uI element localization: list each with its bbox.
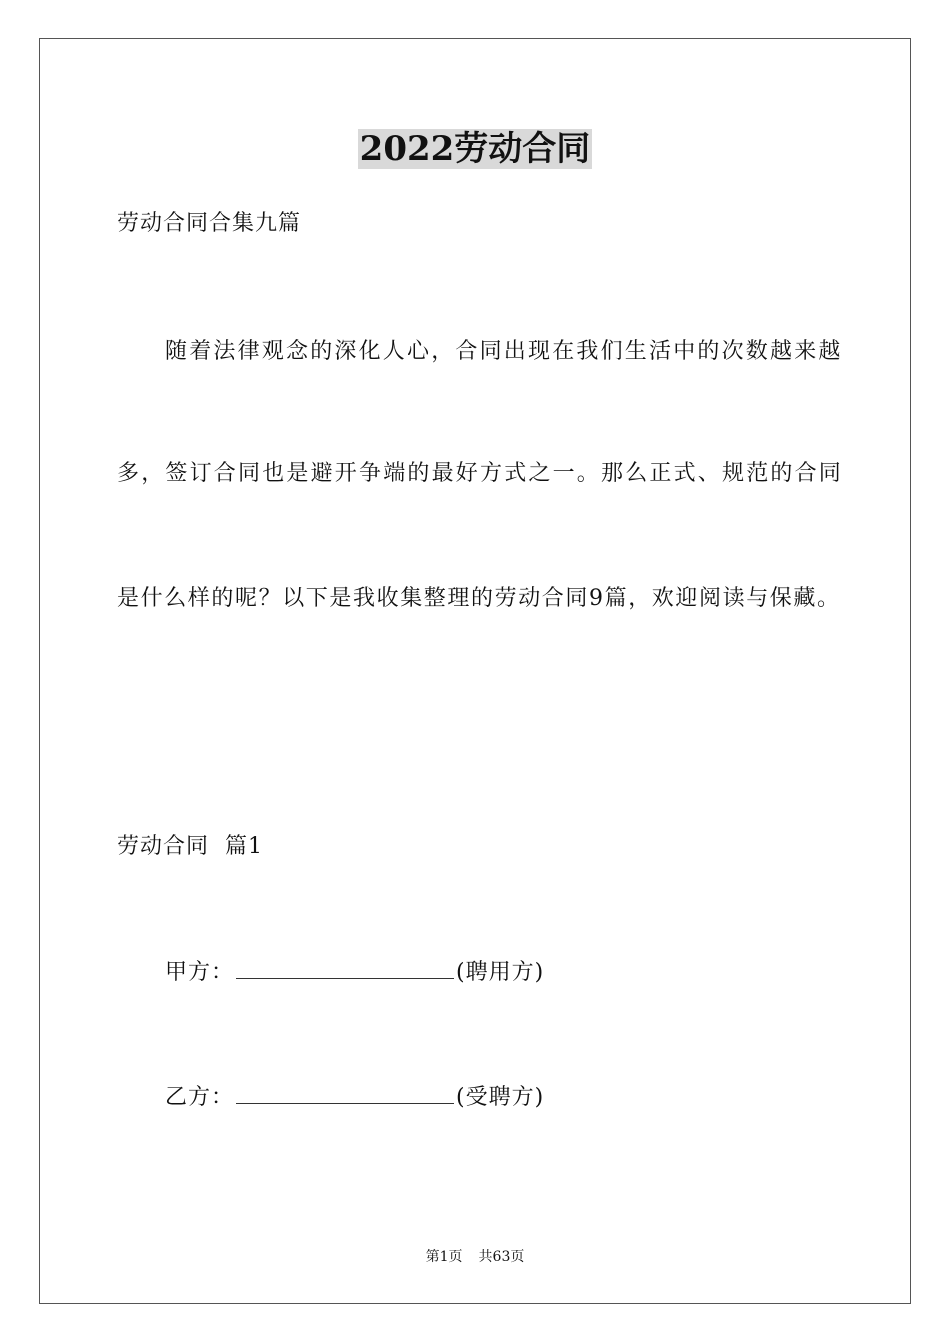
intro-paragraph-line-3: 是什么样的呢？以下是我收集整理的劳动合同9篇，欢迎阅读与保藏。: [117, 586, 841, 611]
section-heading: 劳动合同 篇1: [117, 834, 263, 859]
document-subtitle: 劳动合同合集九篇: [117, 211, 302, 236]
party-b-row: [165, 1081, 544, 1113]
party-a-blank-field: [236, 956, 454, 979]
party-a-label: 甲方：: [165, 960, 235, 985]
intro-paragraph-line-2: 多，签订合同也是避开争端的最好方式之一。那么正式、规范的合同: [117, 461, 844, 486]
party-a-role: (聘用方): [456, 960, 545, 985]
page-number-current: 第1页: [425, 1249, 463, 1265]
page-number-total: 共63页: [478, 1249, 525, 1265]
party-b-blank-field: [236, 1081, 454, 1104]
party-b-label: 乙方：: [165, 1085, 235, 1110]
party-a-row: [165, 956, 544, 988]
document-title: [0, 128, 950, 170]
document-title-text: 2022劳动合同: [359, 129, 591, 169]
party-b-role: (受聘方): [456, 1085, 545, 1110]
intro-paragraph-line-1: 随着法律观念的深化人心，合同出现在我们生活中的次数越来越: [165, 339, 843, 364]
page-footer: [0, 1247, 950, 1267]
